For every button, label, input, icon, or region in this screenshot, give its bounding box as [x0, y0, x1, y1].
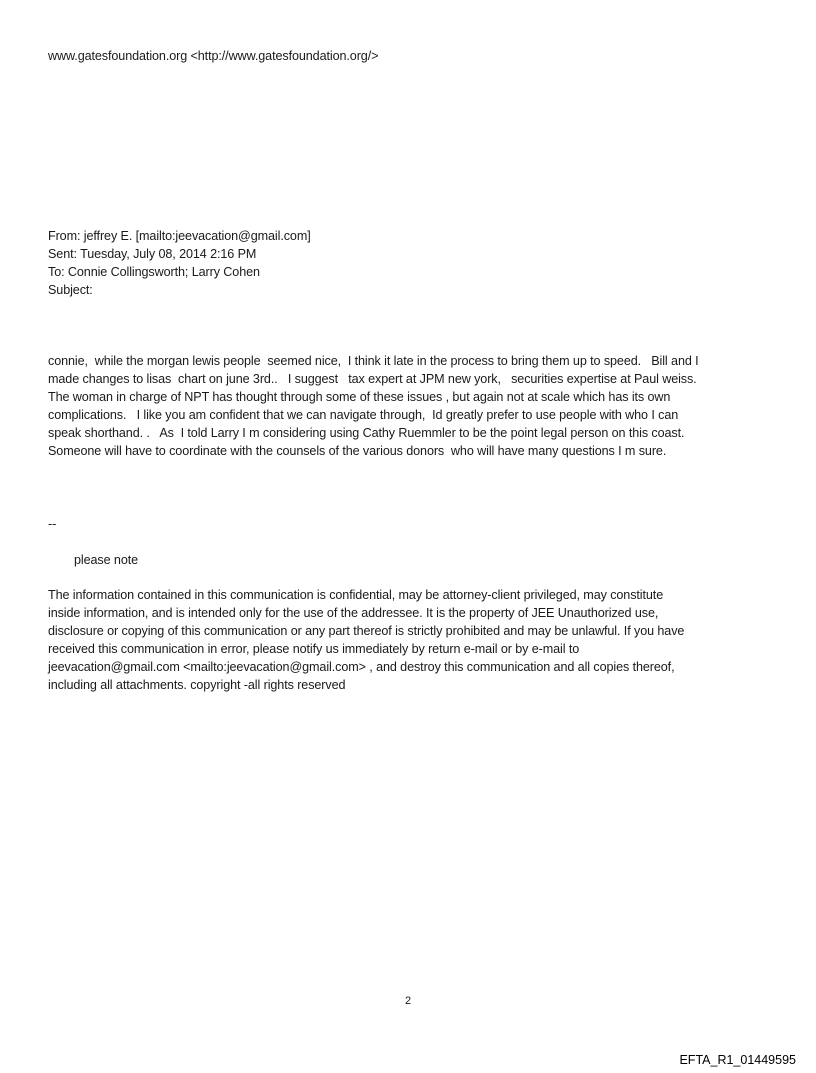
email-subject: Subject: — [48, 283, 93, 297]
disclaimer-line: including all attachments. copyright -all rights reserved — [48, 678, 346, 692]
email-header-block — [48, 227, 311, 299]
email-from: From: jeffrey E. [mailto:jeevacation@gmail.com] — [48, 229, 311, 243]
disclaimer-line: The information contained in this communication is confidential, may be attorney-client privileged, may constitute — [48, 588, 664, 602]
body-line: complications. I like you am confident that we can navigate through, Id greatly prefer to use people with who I can — [48, 408, 679, 422]
disclaimer-line: received this communication in error, please notify us immediately by return e-mail or by e-mail to — [48, 642, 580, 656]
document-id-stamp: EFTA_R1_01449595 — [679, 1053, 796, 1067]
email-to: To: Connie Collingsworth; Larry Cohen — [48, 265, 260, 279]
page-number: 2 — [404, 995, 412, 1007]
foundation-url-line: www.gatesfoundation.org <http://www.gatesfoundation.org/> — [48, 49, 379, 63]
body-line: The woman in charge of NPT has thought through some of these issues , but again not at scale which has its own — [48, 390, 671, 404]
body-line: Someone will have to coordinate with the counsels of the various donors who will have many questions I m sure. — [48, 444, 667, 458]
confidentiality-disclaimer — [48, 586, 778, 694]
email-body — [48, 352, 778, 460]
disclaimer-line: disclosure or copying of this communication or any part thereof is strictly prohibited and may be unlawful. If you have — [48, 624, 685, 638]
disclaimer-line: jeevacation@gmail.com <mailto:jeevacation@gmail.com> , and destroy this communication and all copies thereof, — [48, 660, 675, 674]
please-note-label: please note — [74, 553, 139, 567]
body-line: speak shorthand. . As I told Larry I m considering using Cathy Ruemmler to be the point legal person on this coast. — [48, 426, 685, 440]
body-line: made changes to lisas chart on june 3rd.. I suggest tax expert at JPM new york, securities expertise at Paul weiss. — [48, 372, 697, 386]
signature-separator: -- — [48, 517, 57, 531]
email-sent: Sent: Tuesday, July 08, 2014 2:16 PM — [48, 247, 257, 261]
disclaimer-line: inside information, and is intended only for the use of the addressee. It is the property of JEE Unauthorized use, — [48, 606, 659, 620]
body-line: connie, while the morgan lewis people seemed nice, I think it late in the process to bring them up to speed. Bill and I — [48, 354, 699, 368]
